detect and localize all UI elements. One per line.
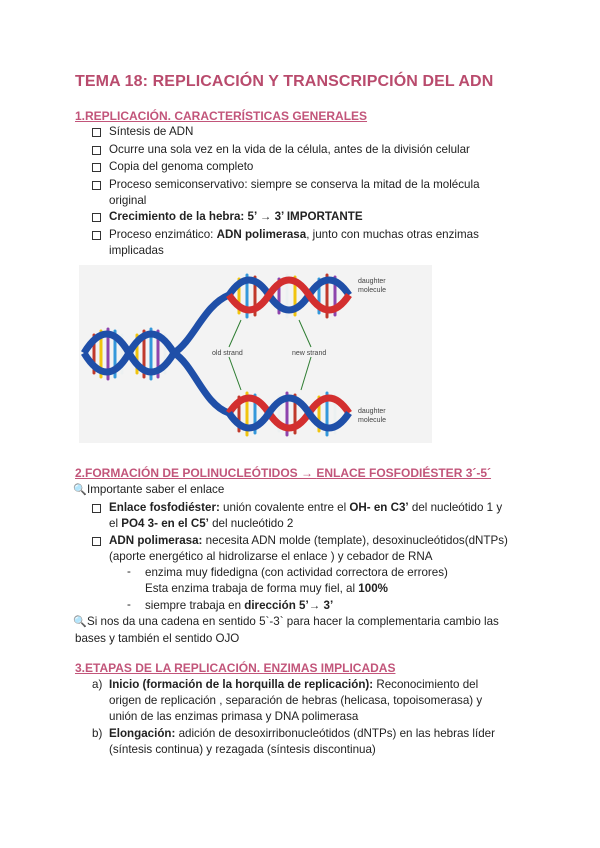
figure-label: new strand (292, 350, 327, 357)
section-2-heading (75, 466, 491, 480)
heading-run: 2.FORMACIÓN DE POLINUCLEÓTIDOS → (75, 466, 317, 480)
text-run: el (109, 517, 122, 530)
checkbox-icon (92, 231, 101, 240)
dna-replication-figure (79, 265, 432, 443)
note-text: Si nos da una cadena en sentido 5`-3` para hacer la complementaria cambio las (87, 615, 499, 628)
text-run-bold: OH- en C3’ (349, 501, 409, 514)
text-run-bold: ADN polimerasa (216, 228, 307, 241)
list-marker: b) (92, 727, 103, 740)
text-run-bold: ADN polimerasa: (109, 534, 203, 547)
dna-helix-illustration (79, 265, 432, 443)
bullet-text: Síntesis de ADN (109, 125, 194, 138)
dash-marker: - (127, 565, 131, 578)
sub-bullet-text-continued (145, 581, 388, 597)
magnifier-icon: 🔍 (73, 616, 87, 628)
note-text-continued: bases y también el sentido OJO (75, 632, 240, 645)
magnifier-icon: 🔍 (73, 484, 87, 496)
text-run: adición de desoxirribonucleótidos (dNTPs) en las hebras líder (175, 727, 495, 740)
bullet-text-continued (109, 516, 293, 532)
text-run-bold: 100% (358, 582, 388, 595)
text-run: Reconocimiento del (373, 678, 479, 691)
text-run: , junto con muchas otras enzimas (306, 228, 479, 241)
heading-run-bold: ENLACE FOSFODIÉSTER 3´-5´ (316, 466, 492, 480)
checkbox-icon (92, 128, 101, 137)
text-run-bold: Inicio (formación de la horquilla de replicación): (109, 678, 374, 691)
dash-marker: - (127, 598, 131, 611)
bullet-text-bold: Crecimiento de la hebra: 5’ → 3’ IMPORTANTE (109, 210, 363, 223)
figure-label: molecule (358, 287, 387, 294)
page-title: TEMA 18: REPLICACIÓN Y TRANSCRIPCIÓN DEL ADN (75, 73, 494, 90)
text-run: unión covalente entre el (219, 501, 350, 514)
bullet-text (109, 533, 508, 549)
text-run: siempre trabaja en (145, 599, 245, 612)
checkbox-icon (92, 537, 101, 546)
text-run-bold: Elongación: (109, 727, 176, 740)
bullet-text (109, 500, 502, 516)
list-item-text (109, 677, 478, 693)
bullet-text-continued: original (109, 194, 147, 207)
checkbox-icon (92, 213, 101, 222)
text-run: Proceso enzimático: (109, 228, 217, 241)
checkbox-icon (92, 504, 101, 513)
checkbox-icon (92, 163, 101, 172)
note-text: Importante saber el enlace (87, 483, 225, 496)
bullet-text-continued: implicadas (109, 244, 164, 257)
list-marker: a) (92, 678, 103, 691)
section-3-heading: 3.ETAPAS DE LA REPLICACIÓN. ENZIMAS IMPLICADAS (75, 661, 396, 675)
list-item-text-continued: origen de replicación , separación de hebras (helicasa, topoisomerasa) y (109, 694, 483, 707)
bullet-text: Copia del genoma completo (109, 160, 254, 173)
text-run-bold: PO4 3- en el C5’ (121, 517, 209, 530)
list-item-text (109, 726, 495, 742)
figure-label: daughter (358, 408, 386, 415)
bullet-text (109, 227, 479, 243)
text-run: del nucleótido 2 (208, 517, 294, 530)
checkbox-icon (92, 181, 101, 190)
section-1-heading: 1.REPLICACIÓN. CARACTERÍSTICAS GENERALES (75, 109, 368, 123)
bullet-text-continued: (aporte energético al hidrolizarse el enlace ) y cebador de RNA (109, 550, 433, 563)
text-run-bold: Enlace fosfodiéster: (109, 501, 220, 514)
bullet-text: Ocurre una sola vez en la vida de la célula, antes de la división celular (109, 143, 470, 156)
text-run: del nucleótido 1 y (408, 501, 503, 514)
figure-label: daughter (358, 278, 386, 285)
figure-label: old strand (212, 350, 243, 357)
bullet-text: Proceso semiconservativo: siempre se conserva la mitad de la molécula (109, 178, 480, 191)
sub-bullet-text (145, 598, 333, 614)
text-run: necesita ADN molde (template), desoxinucleótidos(dNTPs) (202, 534, 508, 547)
list-item-text-continued: unión de las enzimas primasa y DNA polimerasa (109, 710, 359, 723)
text-run: Esta enzima trabaja de forma muy fiel, al (145, 582, 359, 595)
text-run-bold: dirección 5’→ 3’ (244, 599, 334, 612)
checkbox-icon (92, 146, 101, 155)
sub-bullet-text: enzima muy fidedigna (con actividad correctora de errores) (145, 566, 448, 579)
list-item-text-continued: (síntesis continua) y rezagada (síntesis discontinua) (109, 743, 376, 756)
figure-label: molecule (358, 417, 387, 424)
